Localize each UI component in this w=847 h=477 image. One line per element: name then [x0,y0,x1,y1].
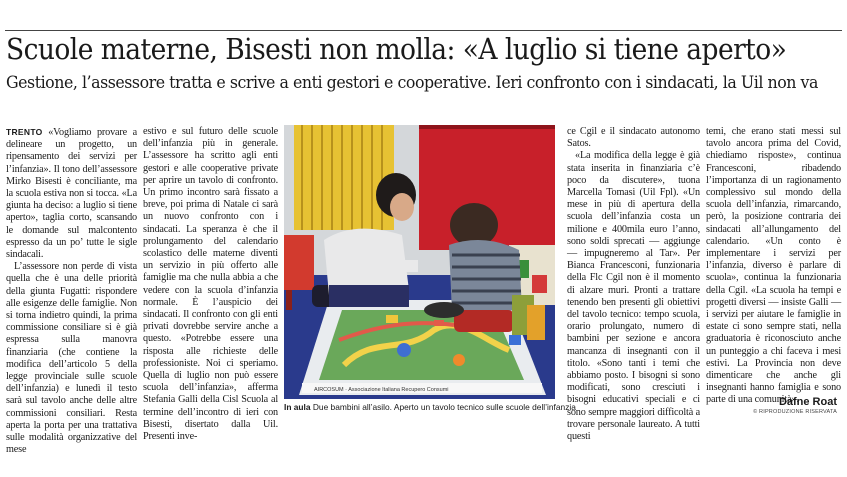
caption-text: Due bambini all’asilo. Aperto un tavolo tecnico sulle scuole dell’infanzia [312,402,576,412]
column-3-paragraph-1: ce Cgil e il sindacato autonomo Satos. [567,126,700,150]
classroom-photo-illustration [284,125,555,399]
author-byline: Dafne Roat [778,396,837,408]
column-1-paragraph-2: L’assessore non perde di vista quella che è una delle priorità della giunta Fugatti: rispondere alle esigenze delle famiglie. Non si torna indietro quindi, la prima commissione consiliare si è già espressa sulla manovra finanziaria (che contiene la modifica dell’articolo 5 della legge provinciale sulle scuole dell’infanzia) e lunedì il testo sarà sul tavolo anche delle altre commissioni consiliari. Resta aperta la porta per una trattativa sulle modalità organizzative del mese [6,261,137,456]
photo-caption [284,402,584,412]
rights-notice: © RIPRODUZIONE RISERVATA [753,409,837,415]
top-rule [5,30,842,31]
article-subhead: Gestione, l’assessore tratta e scrive a enti gestori e cooperative. Ieri confronto con i sindacati, la Uil non va [6,73,818,93]
mat-text: AIRCOSUM · Associazione Italiana Recupero Consumi [314,387,449,393]
toy-block [509,335,521,345]
column-3-paragraph-2: «La modifica della legge è già stata inserita in finanziaria c’è poco da discutere», tuona Marcella Tomasi (Uil Fpl). «Un mese in più di apertura della scuola dell’infanzia costa un milione e 400mila euro l’anno, sono soldi sprecati — aggiunge — impugneremo al Tar». Per Bianca Francesconi, funzionaria della Flc Cgil non è il momento di alzare muri. Pronti a trattare tenendo ben presenti gli obiettivi del tavolo tecnico: tempo scuola, orario prolungato, numero di bambini per sezione e ancora mancanza di insegnanti con il titolo. «Sono tanti i temi che abbiamo posto. I bisogni si sono modificati, sono cresciuti i bisogni educativi speciali e ci sono sempre maggiori difficoltà a trovare personale laureato. A tutti questi [567,150,700,443]
article-column-1 [6,126,137,456]
article-photo [284,125,555,399]
dateline: TRENTO [6,127,43,137]
radiator [294,125,394,230]
column-2-paragraph-1: estivo e sul futuro delle scuole dell’infanzia più in generale. L’assessore ha scritto agli enti gestori e alle cooperative private per aprire un tavolo di confronto. Un primo incontro sarà fissato a breve, poi prima di Natale ci sarà un nuovo confronto con i sindacati. La speranza è che il prolungamento del calendario scolastico delle materne diventi un servizio in più offerto alle famiglie ma che nulla abbia a che vedere con la scuola d’infanzia normale. È l’auspicio dei sindacati. Il confronto con gli enti privati dovrebbe servire anche a questo. «Potrebbe essere una risposta alle richieste delle professioniste. Noi ci speriamo. Quella di luglio non può essere scuola dell’infanzia», afferma Stefania Galli della Cisl Scuola al termine dell’incontro di ieri con Bisesti, disertato dalla Uil. Presenti inve- [143,126,278,443]
column-4-paragraph-1: temi, che erano stati messi sul tavolo ancora prima del Covid, chiediamo risposte», continua Francesconi, ribadendo l’importanza di un ragionamento complessivo sul mondo della scuola dell’infanzia, rimarcando, però, la posizione contraria dei sindacati all’allungamento del calendario. «Un conto è implementare i servizi per l’infanzia, diverso è parlare di scuola», continua la funzionaria della Cgil. «La scuola ha tempi e progetti diversi — insiste Galli — i servizi per aiutare le famiglie in estate ci sono sempre stati, nella graduatoria è riconosciuto anche un punteggio a chi faceva i mesi estivi. La Provincia non deve dimenticare che anche gli insegnanti hanno famiglia e sono parte di una comunità». [706,126,841,406]
column-1-paragraph-1 [6,126,137,261]
article-column-2 [143,126,278,443]
article-headline: Scuole materne, Bisesti non molla: «A luglio si tiene aperto» [6,33,787,66]
caption-label: In aula [284,402,311,412]
toy-block [386,315,398,323]
article-column-3 [567,126,700,443]
toy-block [434,320,444,326]
paragraph-text: «Vogliamo provare a delineare un progetto, un ripensamento dei servizi per l’infanzia». Il tono dell’assessore Mirko Bisesti è conciliante, ma la scuola estiva non si tocca. «La giunta ha deciso: a luglio si tiene aperto», taglia corto, scansando le domande sul malcontento espresso da un po’ tutte le sigle sindacali. [6,127,137,261]
